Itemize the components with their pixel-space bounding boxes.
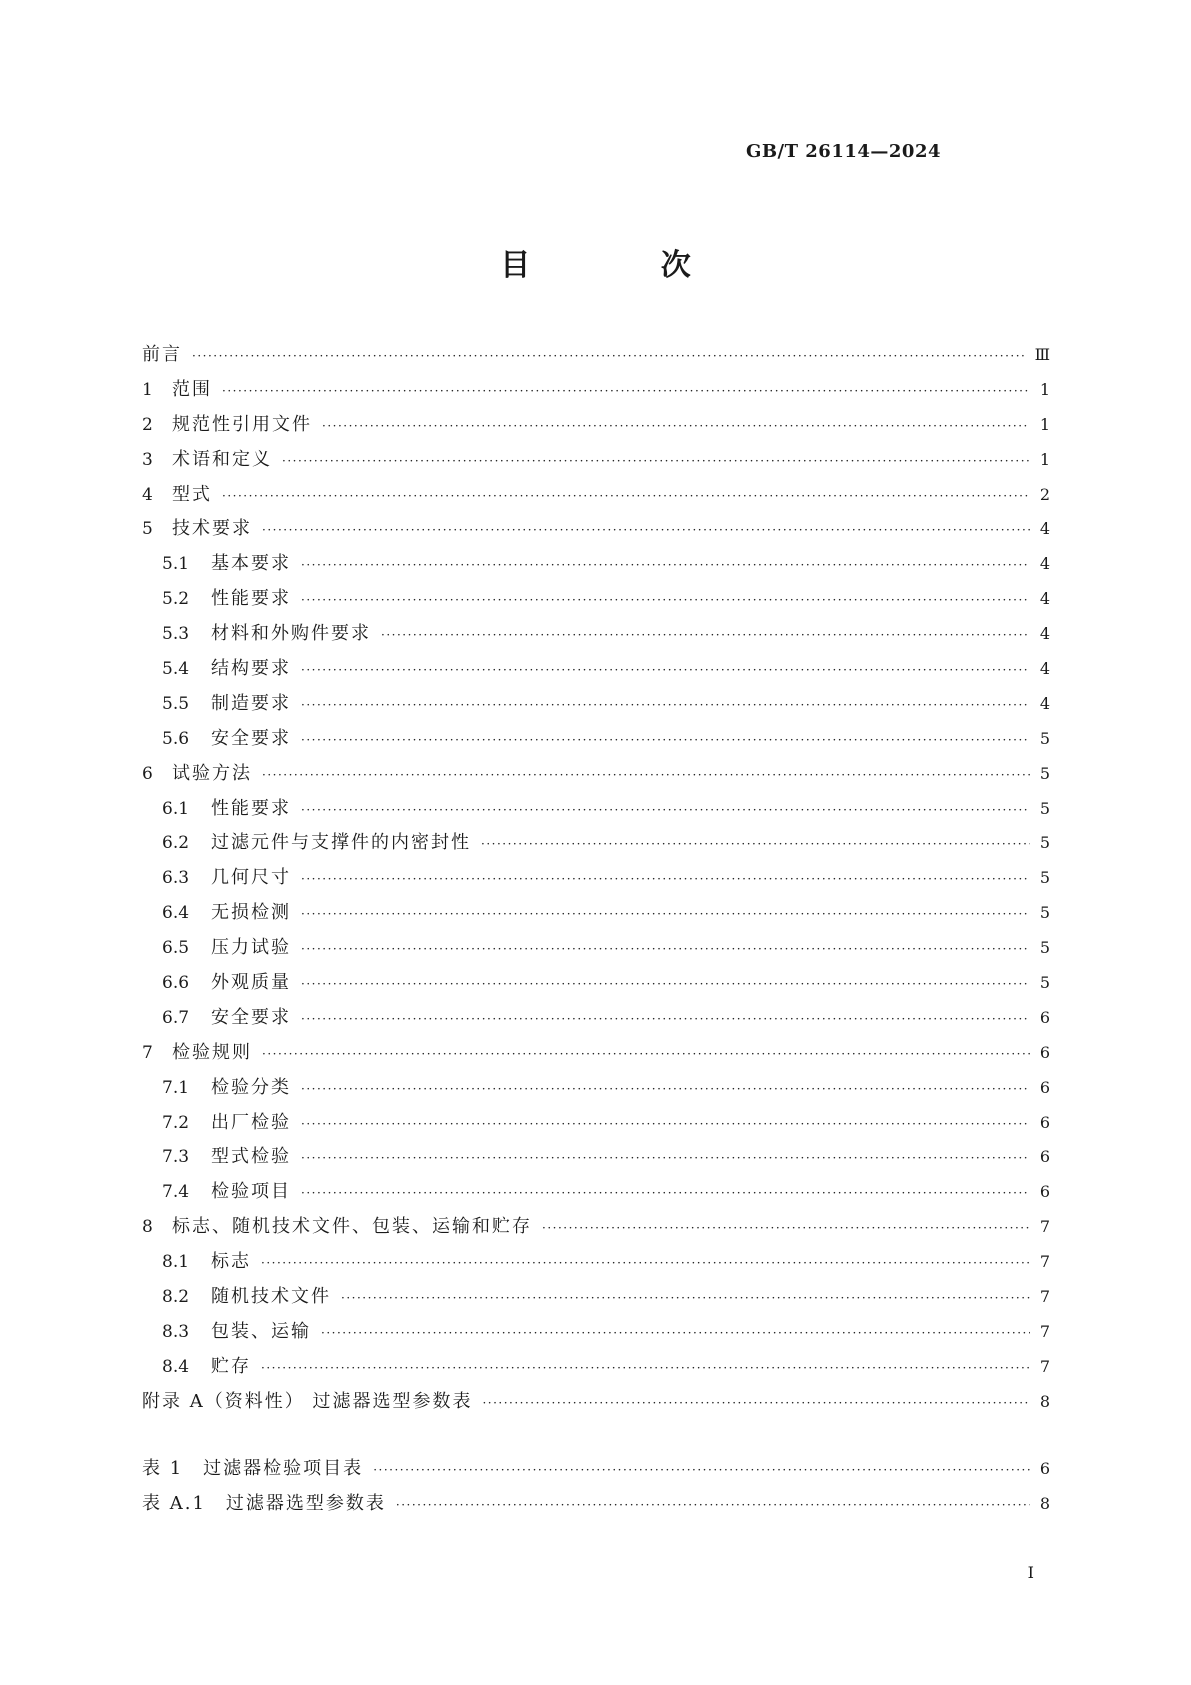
toc-entry-number: 5.1: [162, 554, 190, 575]
toc-entry-number: 8.3: [162, 1321, 190, 1342]
toc-entry-number: 5: [142, 519, 153, 540]
toc-entry[interactable]: [142, 338, 1050, 373]
toc-entry-number: 5.6: [162, 728, 190, 749]
toc-entry-page: 8: [1039, 1493, 1050, 1513]
toc-entry-page: 5: [1039, 973, 1050, 993]
toc-entry-title: 范围: [172, 378, 212, 400]
toc-entry-title: 制造要求: [211, 692, 291, 714]
dot-leader: [262, 1037, 1030, 1072]
toc-entry-number: 8.4: [162, 1356, 190, 1377]
toc-entry-page: 6: [1039, 1077, 1050, 1097]
toc-entry-number: 6.7: [162, 1007, 190, 1028]
toc-entry-number: 5.5: [162, 693, 190, 714]
toc-entry-page: 2: [1039, 484, 1050, 504]
dot-leader: [301, 897, 1030, 932]
toc-entry-page: 6: [1039, 1182, 1050, 1202]
dot-leader: [301, 583, 1030, 618]
dot-leader: [301, 688, 1030, 723]
toc-entry-title: 型式: [172, 483, 212, 505]
toc-entry-number: 6.6: [162, 973, 190, 994]
toc-entry-title: 规范性引用文件: [172, 413, 312, 435]
toc-entry-title: 术语和定义: [172, 448, 272, 470]
toc-entry-page: 6: [1039, 1042, 1050, 1062]
dot-leader: [301, 1176, 1030, 1211]
toc-entry-page: 5: [1039, 798, 1050, 818]
toc-entry-title: 压力试验: [211, 937, 291, 959]
toc-entry-number: 5.4: [162, 659, 190, 680]
toc-entry-page: 5: [1039, 728, 1050, 748]
toc-entry-title: 性能要求: [211, 588, 291, 610]
toc-entry-number: 5.3: [162, 624, 190, 645]
dot-leader: [301, 793, 1030, 828]
toc-entry-page: 7: [1039, 1287, 1050, 1307]
toc-entry[interactable]: [142, 1315, 1050, 1350]
dot-leader: [301, 862, 1030, 897]
toc-entry[interactable]: [142, 861, 1050, 896]
toc-entry-page: 6: [1039, 1007, 1050, 1027]
toc-entry-page: 4: [1039, 624, 1050, 644]
toc-entry-page: 6: [1039, 1147, 1050, 1167]
dot-leader: [542, 1211, 1030, 1246]
dot-leader: [341, 1281, 1030, 1316]
toc-entry[interactable]: [142, 547, 1050, 582]
toc-entry[interactable]: [142, 722, 1050, 757]
toc-entry-number: 5.2: [162, 589, 190, 610]
toc-entry-title: 几何尺寸: [211, 867, 291, 889]
toc-entry[interactable]: [142, 1210, 1050, 1245]
dot-leader: [261, 1351, 1030, 1386]
toc-entry-number: 6.3: [162, 868, 190, 889]
toc-entry-title: 外观质量: [211, 972, 291, 994]
dot-leader: [301, 967, 1030, 1002]
dot-leader: [282, 444, 1030, 479]
dot-leader: [192, 339, 1027, 374]
toc-entry-number: 8.2: [162, 1287, 190, 1308]
toc-entry-page: 1: [1039, 379, 1050, 399]
toc-entry-page: 5: [1039, 938, 1050, 958]
toc-entry-title: 材料和外购件要求: [211, 623, 371, 645]
toc-entry-page: 7: [1039, 1217, 1050, 1237]
toc-entry-number: 6.5: [162, 938, 190, 959]
toc-entry-title: 表 A.1 过滤器选型参数表: [142, 1492, 386, 1514]
dot-leader: [381, 618, 1030, 653]
dot-leader: [301, 1141, 1030, 1176]
toc-entry[interactable]: [142, 1385, 1050, 1420]
toc-entry-number: 2: [142, 414, 153, 435]
toc-entry[interactable]: [142, 443, 1050, 478]
dot-leader: [482, 1386, 1030, 1421]
toc-entry-title: 结构要求: [211, 658, 291, 680]
toc-entry-title: 安全要求: [211, 727, 291, 749]
toc-entry-page: 5: [1039, 833, 1050, 853]
toc-entry[interactable]: [142, 1487, 1050, 1522]
toc-entry[interactable]: [142, 1245, 1050, 1280]
toc-entry-title: 贮存: [211, 1355, 251, 1377]
dot-leader: [373, 1453, 1030, 1488]
toc-entry-page: 1: [1039, 449, 1050, 469]
toc-entry[interactable]: [142, 757, 1050, 792]
standard-code: GB/T 26114—2024: [745, 141, 941, 162]
toc-entry-number: 1: [142, 379, 153, 400]
dot-leader: [322, 409, 1030, 444]
dot-leader: [262, 513, 1030, 548]
toc-entry[interactable]: [142, 1140, 1050, 1175]
toc-entry-title: 技术要求: [172, 518, 252, 540]
toc-entry[interactable]: [142, 512, 1050, 547]
dot-leader: [396, 1488, 1030, 1523]
toc-entry[interactable]: [142, 1001, 1050, 1036]
toc-entry-page: 4: [1039, 659, 1050, 679]
toc-entry-title: 过滤元件与支撑件的内密封性: [211, 832, 471, 854]
toc-entry-page: 7: [1039, 1252, 1050, 1272]
toc-entry-number: 3: [142, 449, 153, 470]
toc-entry[interactable]: [142, 1175, 1050, 1210]
toc-entry-page: 7: [1039, 1321, 1050, 1341]
toc-entry-title: 安全要求: [211, 1006, 291, 1028]
toc-entry-number: 6: [142, 763, 153, 784]
toc-entry[interactable]: [142, 687, 1050, 722]
toc-entry-page: 6: [1039, 1459, 1050, 1478]
toc-entry-page: 5: [1039, 868, 1050, 888]
page-title: 目 次: [500, 248, 751, 283]
toc-entry-title: 检验项目: [211, 1181, 291, 1203]
toc-entry[interactable]: [142, 931, 1050, 966]
toc-entry-number: 7: [142, 1042, 153, 1063]
toc-entry-page: 4: [1039, 519, 1050, 539]
toc-entry[interactable]: [142, 1106, 1050, 1141]
toc-entry[interactable]: [142, 966, 1050, 1001]
toc-entry-title: 试验方法: [172, 762, 252, 784]
toc-entry-number: 7.1: [162, 1077, 190, 1098]
dot-leader: [321, 1316, 1030, 1351]
toc-entry-number: 4: [142, 484, 153, 505]
toc-entry-page: 4: [1039, 693, 1050, 713]
toc-entry-title: 性能要求: [211, 797, 291, 819]
dot-leader: [301, 1072, 1030, 1107]
dot-leader: [301, 1107, 1030, 1142]
table-list: [142, 1452, 1050, 1522]
dot-leader: [481, 827, 1030, 862]
toc-entry[interactable]: [142, 478, 1050, 513]
toc-list: [142, 338, 1050, 1420]
toc-entry-title: 前言: [142, 344, 182, 365]
toc-entry-title: 随机技术文件: [211, 1286, 331, 1308]
toc-entry[interactable]: [142, 826, 1050, 861]
toc-entry-number: 6.2: [162, 833, 190, 854]
toc-entry-number: 7.3: [162, 1147, 190, 1168]
toc-entry-page: 6: [1039, 1112, 1050, 1132]
dot-leader: [301, 653, 1030, 688]
toc-entry-title: 标志: [211, 1251, 251, 1273]
toc-entry-title: 表 1 过滤器检验项目表: [142, 1458, 364, 1479]
toc-entry[interactable]: [142, 792, 1050, 827]
toc-entry-title: 无损检测: [211, 902, 291, 924]
toc-entry[interactable]: [142, 582, 1050, 617]
dot-leader: [301, 548, 1030, 583]
toc-entry-page: 1: [1039, 414, 1050, 434]
toc-entry[interactable]: [142, 1350, 1050, 1385]
toc-entry[interactable]: [142, 1452, 1050, 1487]
toc-entry[interactable]: [142, 1280, 1050, 1315]
dot-leader: [301, 932, 1030, 967]
toc-entry[interactable]: [142, 1071, 1050, 1106]
toc-entry-number: 8.1: [162, 1252, 190, 1273]
toc-entry-page: 4: [1039, 554, 1050, 574]
dot-leader: [262, 758, 1030, 793]
toc-entry[interactable]: [142, 896, 1050, 931]
toc-entry-number: 6.1: [162, 798, 190, 819]
toc-entry-title: 附录 A（资料性） 过滤器选型参数表: [142, 1390, 473, 1412]
toc-entry-page: 8: [1039, 1391, 1050, 1411]
toc-entry-title: 检验规则: [172, 1041, 252, 1063]
toc-entry-page: 4: [1039, 589, 1050, 609]
toc-entry-page: 5: [1039, 903, 1050, 923]
toc-entry-number: 7.4: [162, 1182, 190, 1203]
toc-entry-page: 5: [1039, 763, 1050, 783]
toc-entry[interactable]: [142, 408, 1050, 443]
toc-entry-title: 包装、运输: [211, 1320, 311, 1342]
toc-entry[interactable]: [142, 617, 1050, 652]
toc-entry-page: Ⅲ: [1034, 345, 1050, 364]
page-number: Ⅰ: [1027, 1563, 1034, 1582]
toc-entry-title: 标志、随机技术文件、包装、运输和贮存: [172, 1216, 532, 1238]
toc-entry-page: 7: [1039, 1356, 1050, 1376]
dot-leader: [301, 723, 1030, 758]
toc-entry-number: 8: [142, 1217, 153, 1238]
toc-entry-title: 基本要求: [211, 553, 291, 575]
toc-entry-number: 7.2: [162, 1112, 190, 1133]
dot-leader: [222, 479, 1030, 514]
toc-entry[interactable]: [142, 1036, 1050, 1071]
toc-entry-title: 出厂检验: [211, 1111, 291, 1133]
toc-entry-number: 6.4: [162, 903, 190, 924]
toc-entry-title: 型式检验: [211, 1146, 291, 1168]
toc-entry-title: 检验分类: [211, 1076, 291, 1098]
toc-entry[interactable]: [142, 652, 1050, 687]
dot-leader: [301, 1002, 1030, 1037]
dot-leader: [261, 1246, 1030, 1281]
toc-entry[interactable]: [142, 373, 1050, 408]
dot-leader: [222, 374, 1030, 409]
